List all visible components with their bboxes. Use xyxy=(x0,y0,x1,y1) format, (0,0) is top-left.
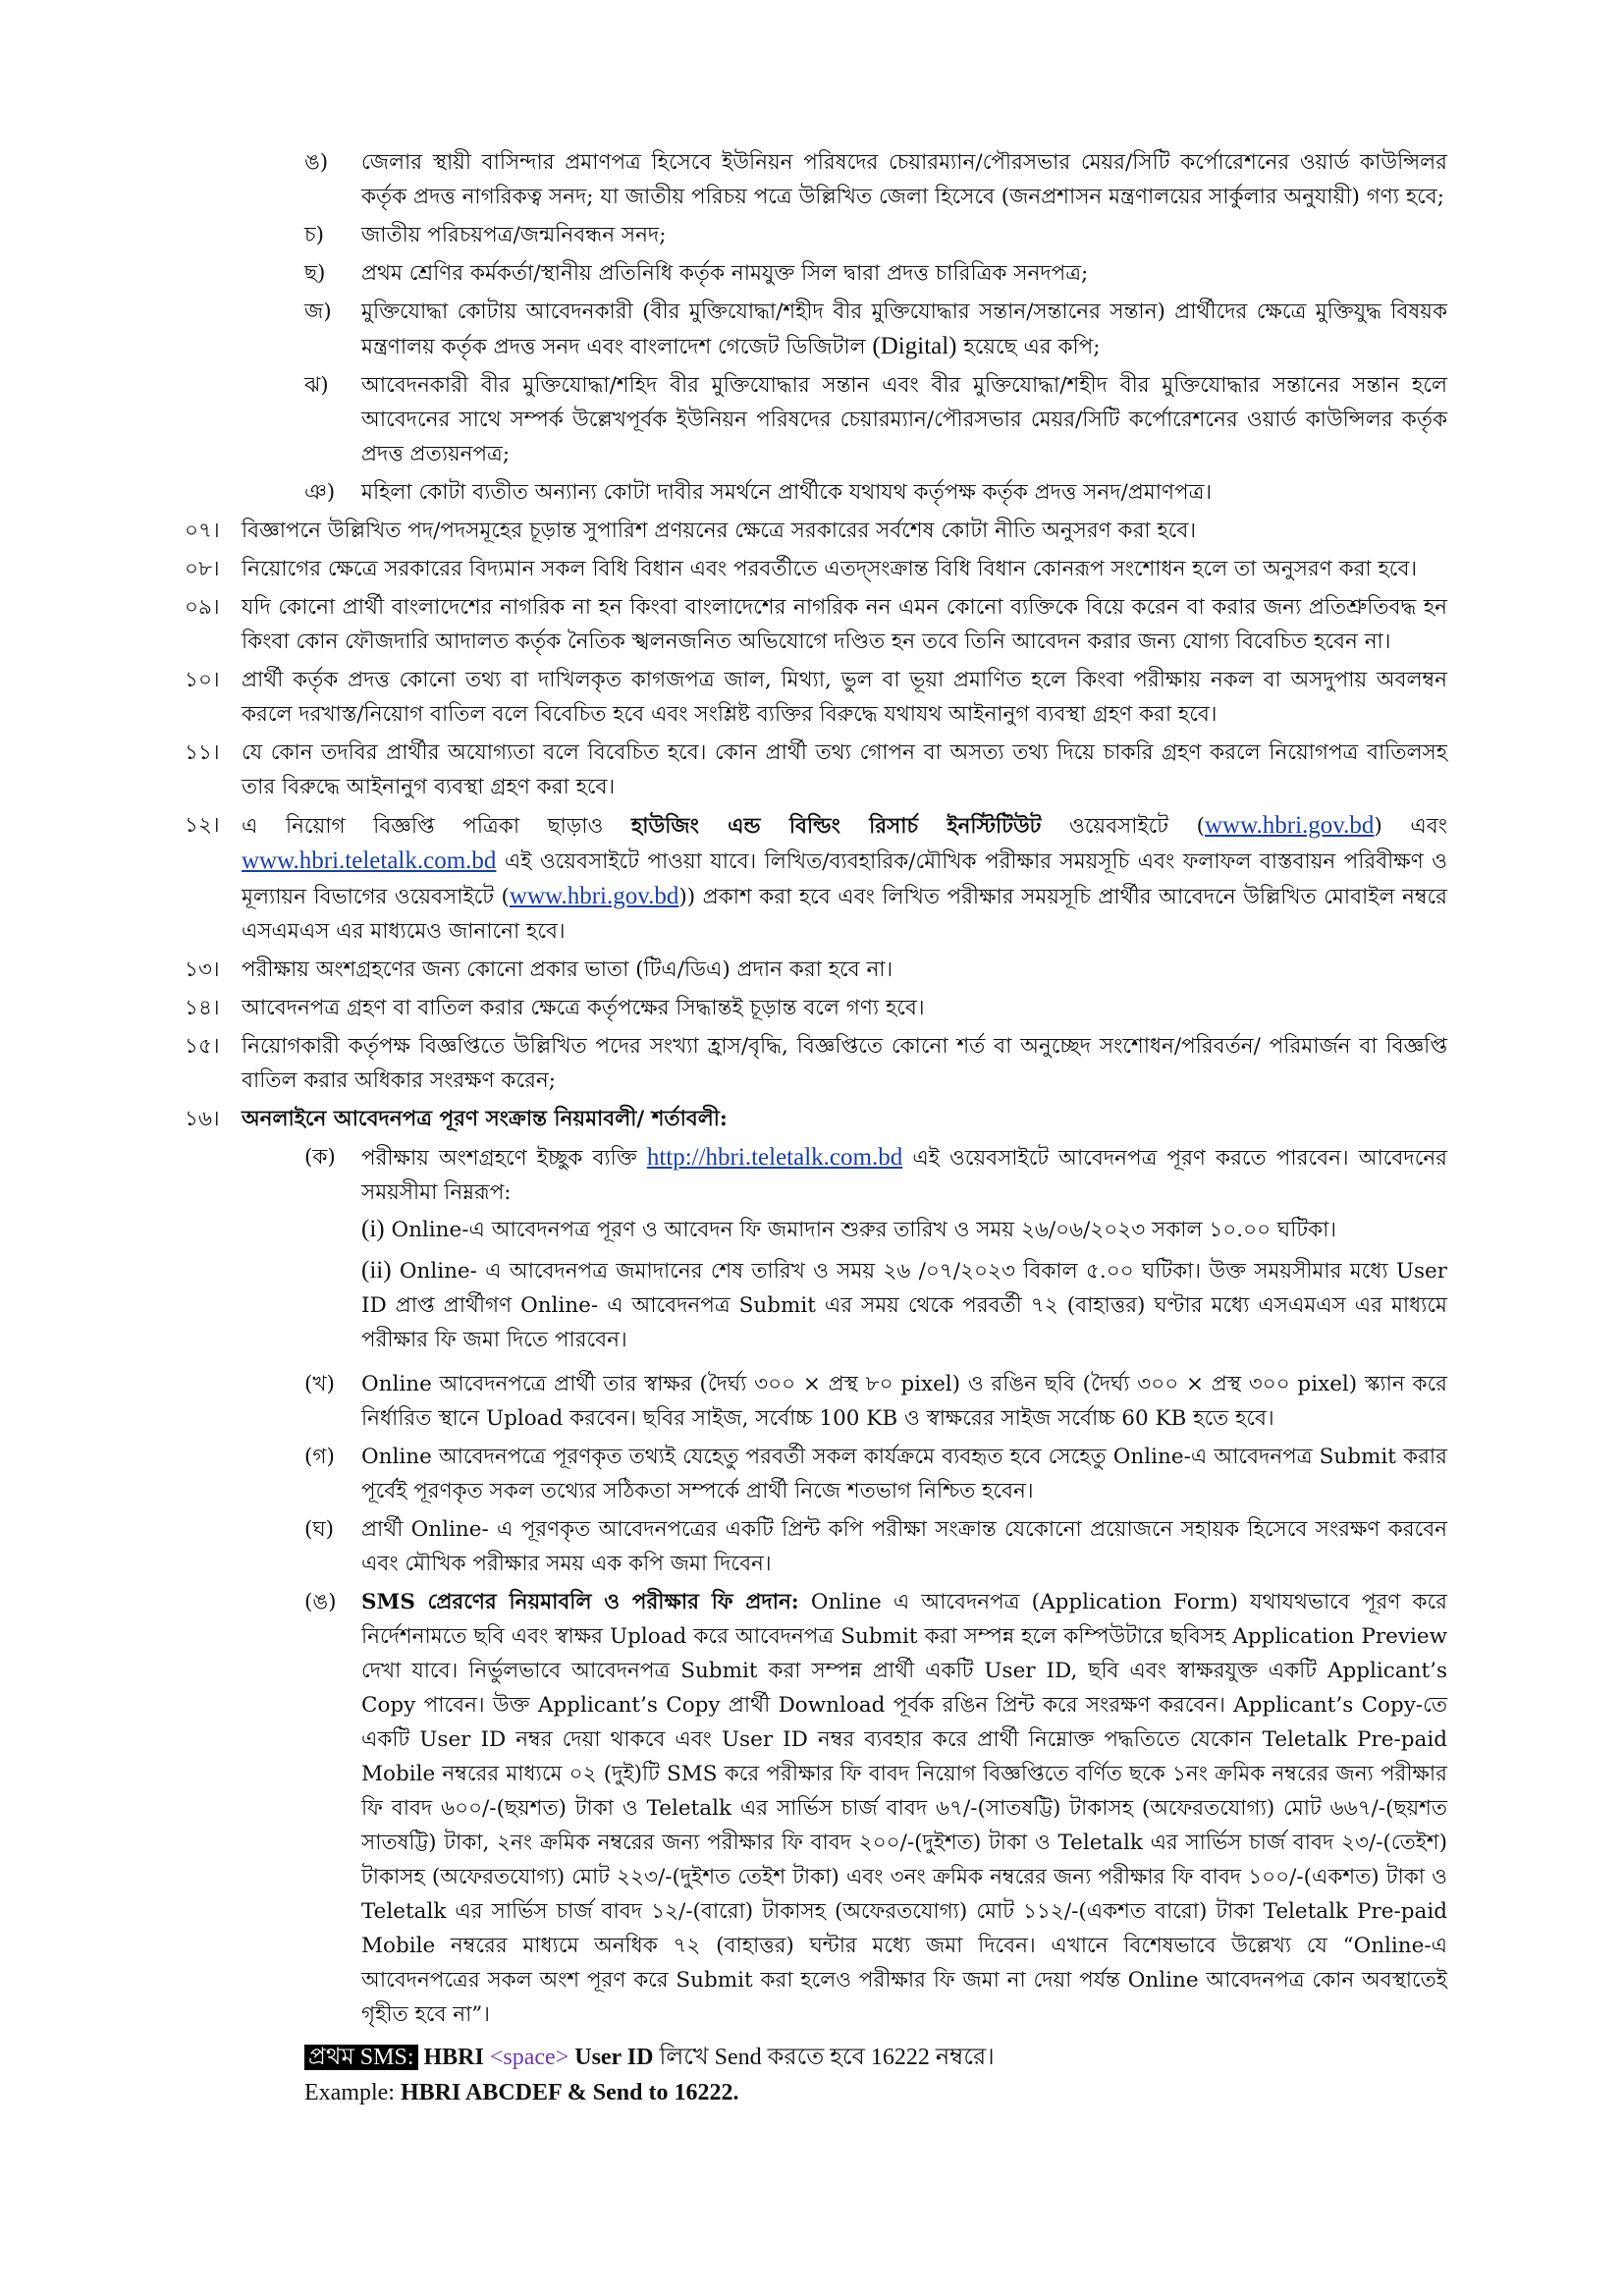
clause-14 xyxy=(185,991,1447,1025)
item-text: Online আবেদনপত্রে প্রার্থী তার স্বাক্ষর (দৈর্ঘ্য ৩০০ × প্রস্থ ৮০ pixel) ও রঙিন ছবি (দৈর্ঘ্য ৩০০ × প্রস্থ ৩০০ pixel) স্ক্যান করে নির্ধারিত স্থানে Upload করবেন। ছবির সাইজ, সর্বোচ্চ 100 KB ও স্বাক্ষরের সাইজ সর্বোচ্চ 60 KB হতে হবে। xyxy=(361,1372,1447,1431)
text-part: ওয়েবসাইটে ( xyxy=(1068,814,1205,839)
item-marker: ঝ) xyxy=(304,373,329,398)
sms-rules-text: Online এ আবেদনপত্র (Application Form) যথাযথভাবে পূরণ করে নির্দেশনামতে ছবি এবং স্বাক্ষর Upload করে আবেদনপত্র Submit করা সম্পন্ন হলে কম্পিউটারে ছবিসহ Application Preview দেখা যাবে। নির্ভুলভাবে আবেদনপত্র Submit করা সম্পন্ন প্রার্থী একটি User ID, ছবি এবং স্বাক্ষরযুক্ত একটি Applicant’s Copy পাবেন। উক্ত Applicant’s Copy প্রার্থী Download পূর্বক রঙিন প্রিন্ট করে সংরক্ষণ করবেন। Applicant’s Copy-তে একটি User ID নম্বর দেয়া থাকবে এবং User ID নম্বর ব্যবহার করে প্রার্থী নিম্নোক্ত পদ্ধতিতে যেকোন Teletalk Pre-paid Mobile নম্বরের মাধ্যমে ০২ (দুই)টি SMS করে পরীক্ষার ফি বাবদ নিয়োগ বিজ্ঞপ্তিতে বর্ণিত ছকে ১নং ক্রমিক নম্বরের জন্য পরীক্ষার ফি বাবদ ৬০০/-(ছয়শত) টাকা ও Teletalk এর সার্ভিস চার্জ বাবদ ৬৭/-(সাতষট্টি) টাকাসহ (অফেরতযোগ্য) মোট ৬৬৭/-(ছয়শত সাতষট্টি) টাকা, ২নং ক্রমিক নম্বরের জন্য পরীক্ষার ফি বাবদ ২০০/-(দুইশত) টাকা ও Teletalk এর সার্ভিস চার্জ বাবদ ২৩/-(তেইশ) টাকাসহ (অফেরতযোগ্য) মোট ২২৩/-(দুইশত তেইশ টাকা) এবং ৩নং ক্রমিক নম্বরের জন্য পরীক্ষার ফি বাবদ ১০০/-(একশত) টাকা ও Teletalk এর সার্ভিস চার্জ বাবদ ১২/-(বারো) টাকাসহ (অফেরতযোগ্য) মোট ১১২/-(একশত বারো) টাকা Teletalk Pre-paid Mobile নম্বরের মাধ্যমে অনধিক ৭২ (বাহাত্তর) ঘন্টার মধ্যে জমা দিবেন। এখানে বিশেষভাবে উল্লেখ্য যে “Online-এ আবেদনপত্রের সকল অংশ পূরণ করে Submit করা হলেও পরীক্ষার ফি জমা না দেয়া পর্যন্ত Online আবেদনপত্র কোন অবস্থাতেই গৃহীত হবে না”। xyxy=(361,1590,1447,2027)
online-rule-gha xyxy=(244,1512,1447,1581)
clause-text: পরীক্ষায় অংশগ্রহণের জন্য কোনো প্রকার ভাতা (টিএ/ডিএ) প্রদান করা হবে না। xyxy=(242,957,893,982)
online-rule-kha xyxy=(244,1367,1447,1436)
clause-text: নিয়োগের ক্ষেত্রে সরকারের বিদ্যমান সকল বিধি বিধান এবং পরবর্তীতে এতদ্‌সংক্রান্ত বিধি বিধান কোনরূপ সংশোধন হলে তা অনুসরণ করা হবে। xyxy=(242,557,1418,581)
item-marker: চ) xyxy=(304,223,324,247)
item-marker: (ঙ) xyxy=(304,1590,337,1614)
sms-user-id: User ID xyxy=(574,2045,654,2070)
clause-number: ০৭। xyxy=(185,519,220,543)
item-marker: ঞ) xyxy=(304,480,336,505)
clause-text: নিয়োগকারী কর্তৃপক্ষ বিজ্ঞপ্তিতে উল্লিখিত পদের সংখ্যা হ্রাস/বৃদ্ধি, বিজ্ঞপ্তিতে কোনো শর্ত বা অনুচ্ছেদ সংশোধন/পরিবর্তন/ পরিমার্জন বা বিজ্ঞপ্তি বাতিল করার অধিকার সংরক্ষণ করেন; xyxy=(242,1034,1447,1093)
item-text: মহিলা কোটা ব্যতীত অন্যান্য কোটা দাবীর সমর্থনে প্রার্থীকে যথাযথ কর্তৃপক্ষ কর্তৃক প্রদত্ত সনদ/প্রমাণপত্র। xyxy=(361,480,1213,505)
clause-number: ১৩। xyxy=(185,957,220,982)
clause-number: ১৫। xyxy=(185,1034,220,1059)
online-rule-ka xyxy=(244,1140,1447,1363)
clause-number: ১১। xyxy=(185,740,220,765)
teletalk-website-link[interactable]: www.hbri.teletalk.com.bd xyxy=(242,847,497,874)
section-heading: অনলাইনে আবেদনপত্র পূরণ সংক্রান্ত নিয়মাবলী/ শর্তাবলী: xyxy=(242,1107,728,1131)
sms-example-line xyxy=(304,2075,1447,2110)
schedule-start-text: Online-এ আবেদনপত্র পূরণ ও আবেদন ফি জমাদান শুরুর তারিখ ও সময় ২৬/০৬/২০২৩ সকাল ১০.০০ ঘটিকা। xyxy=(391,1218,1337,1242)
text-part: ) এবং xyxy=(1374,814,1447,839)
sms-code: HBRI xyxy=(423,2045,484,2070)
online-rule-ga xyxy=(244,1440,1447,1508)
first-sms-line xyxy=(304,2040,1447,2075)
clause-11 xyxy=(185,736,1447,804)
schedule-start xyxy=(361,1212,1447,1247)
clause-number: ১২। xyxy=(185,813,220,838)
clause-text: যদি কোনো প্রার্থী বাংলাদেশের নাগরিক না হন কিংবা বাংলাদেশের নাগরিক নন এমন কোনো ব্যক্তিকে বিয়ে করেন বা করার জন্য প্রতিশ্রুতিবদ্ধ হন কিংবা কোন ফৌজদারি আদালত কর্তৃক নৈতিক স্খলনজনিত অভিযোগে দণ্ডিত হন তবে তিনি আবেদন করার জন্য যোগ্য বিবেচিত হবেন না। xyxy=(242,595,1447,654)
space-token: <space> xyxy=(489,2045,569,2070)
item-marker: (খ) xyxy=(304,1372,335,1396)
clause-number: ১০। xyxy=(185,668,220,692)
hbri-website-link[interactable]: www.hbri.gov.bd xyxy=(1204,812,1375,839)
clause-text xyxy=(242,808,1447,949)
item-marker: জ) xyxy=(304,300,332,324)
roman-marker: (i) xyxy=(361,1216,385,1242)
sms-instruction-block xyxy=(244,2040,1447,2110)
example-text: HBRI ABCDEF & Send to 16222. xyxy=(400,2080,739,2105)
item-text: জাতীয় পরিচয়পত্র/জন্মনিবন্ধন সনদ; xyxy=(361,223,667,247)
clause-12 xyxy=(185,808,1447,949)
item-marker: ছ) xyxy=(304,261,326,286)
hbri-website-link-2[interactable]: www.hbri.gov.bd xyxy=(509,883,679,909)
text-part: এ নিয়োগ বিজ্ঞপ্তি পত্রিকা ছাড়াও xyxy=(242,814,604,839)
clause-08 xyxy=(185,552,1447,586)
item-text xyxy=(361,1140,1447,1210)
schedule-end xyxy=(361,1253,1447,1357)
item-marker: (ক) xyxy=(304,1145,336,1170)
clause-text: আবেদনপত্র গ্রহণ বা বাতিল করার ক্ষেত্রে কর্তৃপক্ষের সিদ্ধান্তই চূড়ান্ত বলে গণ্য হবে। xyxy=(242,996,925,1020)
organization-name: হাউজিং এন্ড বিল্ডিং রিসার্চ ইনস্টিটিউট xyxy=(630,814,1042,839)
list-item xyxy=(244,218,1447,252)
item-text: আবেদনকারী বীর মুক্তিযোদ্ধা/শহিদ বীর মুক্তিযোদ্ধার সন্তান এবং বীর মুক্তিযোদ্ধা/শহীদ বীর মুক্তিযোদ্ধার সন্তানের সন্তান হলে আবেদনের সাথে সম্পর্ক উল্লেখপূর্বক ইউনিয়ন পরিষদের চেয়ারম্যান/পৌরসভার মেয়র/সিটি কর্পোরেশনের ওয়ার্ড কাউন্সিলর কর্তৃক প্রদত্ত প্রত্যয়নপত্র; xyxy=(361,373,1447,466)
clause-15 xyxy=(185,1029,1447,1098)
item-text-part: হয়েছে এর কপি; xyxy=(963,335,1101,359)
clause-13 xyxy=(185,953,1447,987)
item-text xyxy=(361,295,1447,364)
online-rule-uma xyxy=(244,1585,1447,2032)
item-text: Online আবেদনপত্রে পূরণকৃত তথ্যই যেহেতু পরবর্তী সকল কার্যক্রমে ব্যবহৃত হবে সেহেতু Online-এ আবেদনপত্র Submit করার পূর্বেই পূরণকৃত সকল তথ্যের সঠিকতা সম্পর্কে প্রার্থী নিজে শতভাগ নিশ্চিত হবেন। xyxy=(361,1445,1447,1503)
clause-text: প্রার্থী কর্তৃক প্রদত্ত কোনো তথ্য বা দাখিলকৃত কাগজপত্র জাল, মিথ্যা, ভুল বা ভূয়া প্রমাণিত হলে কিংবা পরীক্ষায় নকল বা অসদুপায় অবলম্বন করলে দরখাস্ত/নিয়োগ বাতিল বলে বিবেচিত হবে এবং সংশ্লিষ্ট ব্যক্তির বিরুদ্ধে যথাযথ আইনানুগ ব্যবস্থা গ্রহণ করা হবে। xyxy=(242,668,1447,727)
clause-09 xyxy=(185,590,1447,659)
clause-text: যে কোন তদবির প্রার্থীর অযোগ্যতা বলে বিবেচিত হবে। কোন প্রার্থী তথ্য গোপন বা অসত্য তথ্য দিয়ে চাকরি গ্রহণ করলে নিয়োগপত্র বাতিলসহ তার বিরুদ্ধে আইনানুগ ব্যবস্থা গ্রহণ করা হবে। xyxy=(242,740,1447,799)
item-marker: (গ) xyxy=(304,1445,335,1469)
clause-number: ০৮। xyxy=(185,557,220,581)
item-body xyxy=(361,1140,1447,1363)
item-marker: (ঘ) xyxy=(304,1517,335,1542)
clause-07 xyxy=(185,514,1447,548)
text-part: এই ওয়েবসাইটে পাওয়া যাবে। লিখিত/ব্যবহারিক/মৌখিক পরীক্ষার সময়সূচি এবং ফলাফল বাস্তবায়ন পরিবীক্ষণ ও মূল্যায়ন বিভাগের ওয়েবসাইটে ( xyxy=(242,849,1447,909)
list-item xyxy=(244,256,1447,291)
clause-16 xyxy=(185,1102,1447,1136)
item-text: প্রার্থী Online- এ পূরণকৃত আবেদনপত্রের একটি প্রিন্ট কপি পরীক্ষা সংক্রান্ত যেকোনো প্রয়োজনে সহায়ক হিসেবে সংরক্ষণ করবেন এবং মৌখিক পরীক্ষার সময় এক কপি জমা দিবেন। xyxy=(361,1517,1447,1576)
teletalk-apply-link[interactable]: http://hbri.teletalk.com.bd xyxy=(646,1144,903,1171)
item-text xyxy=(361,1585,1447,2032)
text-part: এই ওয়েবসাইটে আবেদনপত্র পূরণ করতে পারবেন। আবেদনের সময়সীমা নিম্নরূপ: xyxy=(361,1146,1447,1205)
sms-rules-heading: SMS প্রেরণের নিয়মাবলি ও পরীক্ষার ফি প্রদান: xyxy=(361,1590,799,1614)
item-text: প্রথম শ্রেণির কর্মকর্তা/স্থানীয় প্রতিনিধি কর্তৃক নামযুক্ত সিল দ্বারা প্রদত্ত চারিত্রিক সনদপত্র; xyxy=(361,261,1089,286)
clause-number: ১৬। xyxy=(185,1107,220,1131)
roman-marker: (ii) xyxy=(361,1257,392,1284)
item-marker: ঙ) xyxy=(304,150,329,175)
item-text: জেলার স্থায়ী বাসিন্দার প্রমাণপত্র হিসেবে ইউনিয়ন পরিষদের চেয়ারম্যান/পৌরসভার মেয়র/সিটি কর্পোরেশনের ওয়ার্ড কাউন্সিলর কর্তৃক প্রদত্ত নাগরিকত্ব সনদ; যা জাতীয় পরিচয় পত্রে উল্লিখিত জেলা হিসেবে (জনপ্রশাসন মন্ত্রণালয়ের সার্কুলার অনুযায়ী) গণ্য হবে; xyxy=(361,150,1447,209)
first-sms-tag: প্রথম SMS: xyxy=(304,2045,418,2070)
digital-term: (Digital) xyxy=(872,333,957,359)
list-item xyxy=(244,368,1447,471)
schedule-end-text: Online- এ আবেদনপত্র জমাদানের শেষ তারিখ ও সময় ২৬ /০৭/২০২৩ বিকাল ৫.০০ ঘটিকা। উক্ত সময়সীমার মধ্যে User ID প্রাপ্ত প্রার্থীগণ Online- এ আবেদনপত্র Submit এর সময় থেকে পরবর্তী ৭২ (বাহাত্তর) ঘণ্টার মধ্যে এসএমএস এর মাধ্যমে পরীক্ষার ফি জমা দিতে পারবেন। xyxy=(361,1259,1447,1352)
list-item xyxy=(244,475,1447,510)
clause-number: ১৪। xyxy=(185,996,220,1020)
list-item xyxy=(244,295,1447,364)
text-part: )) প্রকাশ করা হবে এবং লিখিত পরীক্ষার সময়সূচি প্রার্থীর আবেদনে উল্লিখিত মোবাইল নম্বরে এসএমএস এর মাধ্যমেও জানানো হবে। xyxy=(242,885,1447,944)
sms-instruction-text: লিখে Send করতে হবে 16222 নম্বরে। xyxy=(659,2045,995,2070)
example-label: Example: xyxy=(304,2080,395,2105)
text-part: পরীক্ষায় অংশগ্রহণে ইচ্ছুক ব্যক্তি xyxy=(361,1146,637,1171)
clause-number: ০৯। xyxy=(185,595,220,620)
item-text-part: মুক্তিযোদ্ধা কোটায় আবেদনকারী (বীর মুক্তিযোদ্ধা/শহীদ বীর মুক্তিযোদ্ধার সন্তান/সন্তানের সন্তান) প্রার্থীদের ক্ষেত্রে মুক্তিযুদ্ধ বিষয়ক মন্ত্রণালয় কর্তৃক প্রদত্ত সনদ এবং বাংলাদেশ গেজেট ডিজিটাল xyxy=(361,300,1447,359)
clause-text: বিজ্ঞাপনে উল্লিখিত পদ/পদসমূহের চূড়ান্ত সুপারিশ প্রণয়নের ক্ষেত্রে সরকারের সর্বশেষ কোটা নীতি অনুসরণ করা হবে। xyxy=(242,519,1197,543)
clause-10 xyxy=(185,663,1447,732)
list-item xyxy=(244,145,1447,214)
